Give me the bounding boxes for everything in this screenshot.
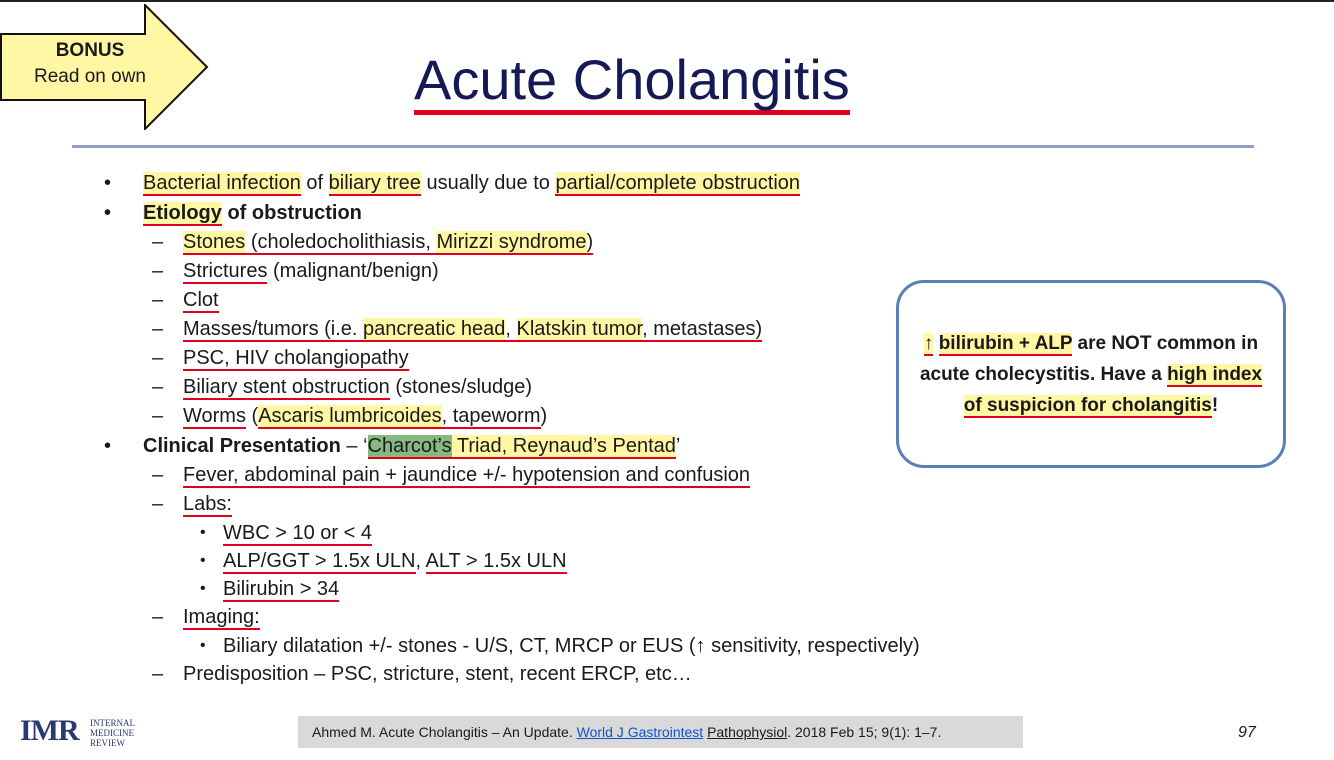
citation-link[interactable]: World J Gastrointest (576, 724, 704, 740)
clinical-fever: – Fever, abdominal pain + jaundice +/- hypotension and confusion (100, 461, 980, 490)
clinical-labs: – Labs: (100, 490, 980, 519)
etiology-worms: – Worms (Ascaris lumbricoides, tapeworm) (100, 402, 980, 431)
imaging-detail: • Biliary dilatation +/- stones - U/S, CT, MRCP or EUS (↑ sensitivity, respectively) (100, 632, 980, 660)
labs-wbc: • WBC > 10 or < 4 (100, 519, 980, 547)
labs-alp: • ALP/GGT > 1.5x ULN, ALT > 1.5x ULN (100, 547, 980, 575)
etiology-masses: – Masses/tumors (i.e. pancreatic head, Klatskin tumor, metastases) (100, 315, 980, 344)
etiology-stones: – Stones (choledocholithiasis, Mirizzi syndrome) (100, 228, 980, 257)
etiology-clot: – Clot (100, 286, 980, 315)
clinical-imaging: – Imaging: (100, 603, 980, 632)
bullet-clinical: • Clinical Presentation – ‘Charcot’s Triad, Reynaud’s Pentad’ (100, 431, 980, 461)
bullet-etiology: • Etiology of obstruction (100, 198, 980, 228)
citation-bar: Ahmed M. Acute Cholangitis – An Update. World J Gastrointest Pathophysiol. 2018 Feb 15; 9(1): 1–7. (298, 716, 1023, 748)
imr-logo (20, 714, 170, 752)
bullet-list (100, 168, 980, 689)
etiology-psc: – PSC, HIV cholangiopathy (100, 344, 980, 373)
callout-box (896, 280, 1286, 468)
etiology-stent: – Biliary stent obstruction (stones/sludge) (100, 373, 980, 402)
etiology-strictures: – Strictures (malignant/benign) (100, 257, 980, 286)
page-number: 97 (1238, 724, 1256, 741)
labs-bilirubin: • Bilirubin > 34 (100, 575, 980, 603)
top-border (0, 0, 1334, 2)
read-on-own-label: Read on own (34, 66, 146, 87)
bonus-text (0, 38, 180, 90)
bonus-label: BONUS (55, 40, 125, 61)
clinical-predisposition: – Predisposition – PSC, stricture, stent, recent ERCP, etc… (100, 660, 980, 689)
page-title: Acute Cholangitis (414, 52, 850, 115)
callout-text: ↑ bilirubin + ALP are NOT common in acute cholecystitis. Have a high index of suspicion for cholangitis! (919, 332, 1263, 416)
bullet-definition: • Bacterial infection of biliary tree usually due to partial/complete obstruction (100, 168, 980, 198)
up-arrow-icon: ↑ (923, 332, 934, 354)
logo-text: INTERNAL MEDICINE REVIEW (90, 718, 135, 748)
logo-mark: IMR (20, 714, 79, 747)
title-divider (72, 145, 1254, 148)
